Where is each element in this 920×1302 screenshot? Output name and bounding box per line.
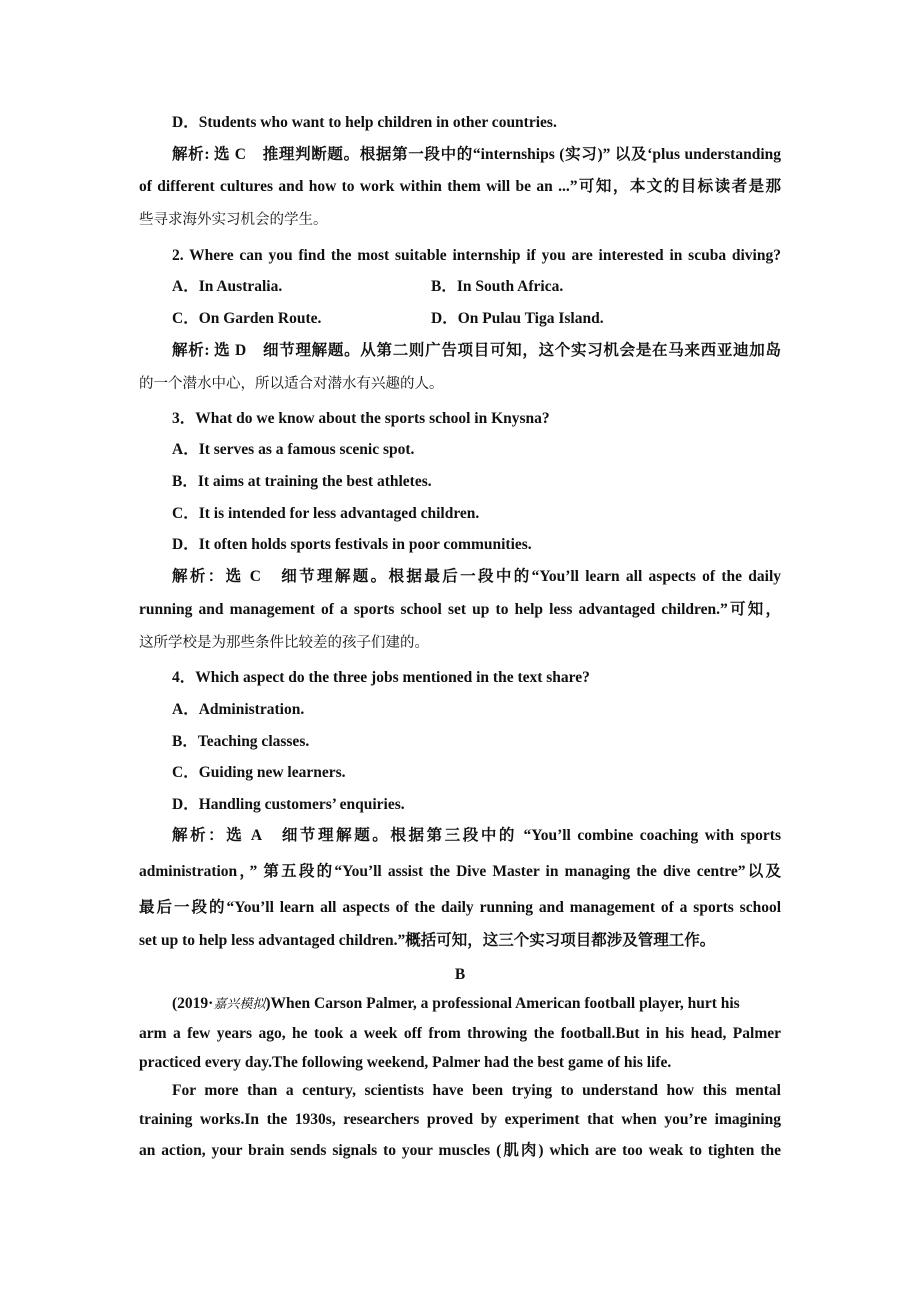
passage-line-6: an action, your brain sends signals to your muscles (肌肉) which are too weak to tighten the <box>139 1142 781 1159</box>
source-open: (2019· <box>172 995 214 1012</box>
q4-analysis-line-1: 解析：选 A 细节理解题。根据第三段中的 “You’ll combine coaching with sports <box>172 827 781 844</box>
section-heading: B <box>454 966 466 983</box>
q4-option-a: A．Administration. <box>172 701 305 718</box>
q3-option-a: A．It serves as a famous scenic spot. <box>172 441 415 458</box>
q3-option-d: D．It often holds sports festivals in poor communities. <box>172 536 532 553</box>
q4-analysis-line-3: 最后一段的“You’ll learn all aspects of the daily running and management of a sports school <box>139 899 781 916</box>
q2-option-b: B．In South Africa. <box>431 278 564 295</box>
q4-question: 4．Which aspect do the three jobs mentioned in the text share? <box>172 669 590 686</box>
q1-analysis-line-2: of different cultures and how to work within them will be an ...”可知，本文的目标读者是那 <box>139 178 781 195</box>
q2-analysis-line-1: 解析: 选 D 细节理解题。从第二则广告项目可知，这个实习机会是在马来西亚迪加岛 <box>172 342 781 359</box>
q4-analysis-line-2: administration，” 第五段的“You’ll assist the Dive Master in managing the dive centre”以及 <box>139 863 781 880</box>
q1-option-d: D．Students who want to help children in other countries. <box>172 114 557 131</box>
q3-question: 3．What do we know about the sports school in Knysna? <box>172 410 550 427</box>
q3-analysis-line-2: running and management of a sports school set up to help less advantaged children.”可知， <box>139 601 781 618</box>
q3-analysis-line-3: 这所学校是为那些条件比较差的孩子们建的。 <box>139 635 429 651</box>
q2-option-d: D．On Pulau Tiga Island. <box>431 310 604 327</box>
q3-option-c: C．It is intended for less advantaged children. <box>172 505 480 522</box>
q3-option-b: B．It aims at training the best athletes. <box>172 473 432 490</box>
q1-analysis-line-3: 些寻求海外实习机会的学生。 <box>139 212 328 228</box>
q2-analysis-line-2: 的一个潜水中心，所以适合对潜水有兴趣的人。 <box>139 376 444 392</box>
passage-line-1-text: )When Carson Palmer, a professional American football player, hurt his <box>265 995 740 1012</box>
q3-analysis-line-1: 解析：选 C 细节理解题。根据最后一段中的“You’ll learn all aspects of the daily <box>172 568 781 585</box>
source-tag: 嘉兴模拟 <box>213 997 266 1012</box>
q4-option-d: D．Handling customers’ enquiries. <box>172 796 405 813</box>
q1-analysis-line-1: 解析: 选 C 推理判断题。根据第一段中的“internships (实习)” 以及‘plus understanding <box>172 146 781 163</box>
q2-option-a: A．In Australia. <box>172 278 283 295</box>
passage-line-3: practiced every day.The following weekend, Palmer had the best game of his life. <box>139 1054 672 1071</box>
q4-option-b: B．Teaching classes. <box>172 733 310 750</box>
q2-option-c: C．On Garden Route. <box>172 310 322 327</box>
q2-question: 2. Where can you find the most suitable internship if you are interested in scuba diving? <box>172 247 781 264</box>
q4-analysis-line-4: set up to help less advantaged children.”概括可知，这三个实习项目都涉及管理工作。 <box>139 932 716 949</box>
passage-line-2: arm a few years ago, he took a week off from throwing the football.But in his head, Palmer <box>139 1025 781 1042</box>
passage-line-4: For more than a century, scientists have been trying to understand how this mental <box>172 1082 781 1099</box>
passage-line-1 <box>172 994 781 1014</box>
q4-option-c: C．Guiding new learners. <box>172 764 346 781</box>
passage-line-5: training works.In the 1930s, researchers proved by experiment that when you’re imagining <box>139 1111 781 1128</box>
